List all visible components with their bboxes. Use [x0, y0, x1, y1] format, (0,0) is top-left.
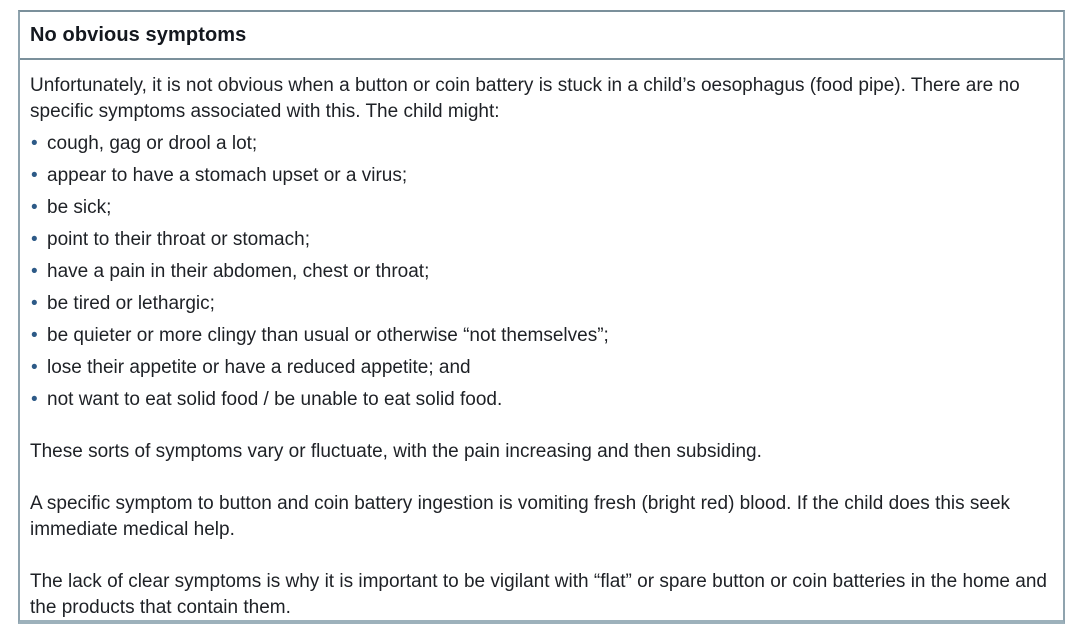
symptom-list [30, 131, 1049, 413]
list-item: • point to their throat or stomach; [30, 227, 1049, 253]
panel-title: No obvious symptoms [20, 12, 1063, 60]
list-item: • not want to eat solid food / be unable to eat solid food. [30, 387, 1049, 413]
list-item: • be sick; [30, 195, 1049, 221]
list-item: • appear to have a stomach upset or a virus; [30, 163, 1049, 189]
panel-body [20, 60, 1063, 621]
list-item: • be quieter or more clingy than usual or otherwise “not themselves”; [30, 323, 1049, 349]
paragraph-vigilance: The lack of clear symptoms is why it is important to be vigilant with “flat” or spare button or coin batteries in the home and the products that contain them. [30, 571, 1047, 618]
paragraph-fluctuate: These sorts of symptoms vary or fluctuate, with the pain increasing and then subsiding. [30, 441, 762, 462]
list-item: • lose their appetite or have a reduced appetite; and [30, 355, 1049, 381]
paragraph-vomiting-blood: A specific symptom to button and coin battery ingestion is vomiting fresh (bright red) blood. If the child does this seek immediate medical help. [30, 493, 1011, 540]
intro-paragraph: Unfortunately, it is not obvious when a button or coin battery is stuck in a child’s oesophagus (food pipe). There are no specific symptoms associated with this. The child might: [30, 75, 1020, 122]
list-item: • be tired or lethargic; [30, 291, 1049, 317]
symptoms-panel [18, 10, 1065, 624]
list-item: • cough, gag or drool a lot; [30, 131, 1049, 157]
list-item: • have a pain in their abdomen, chest or throat; [30, 259, 1049, 285]
